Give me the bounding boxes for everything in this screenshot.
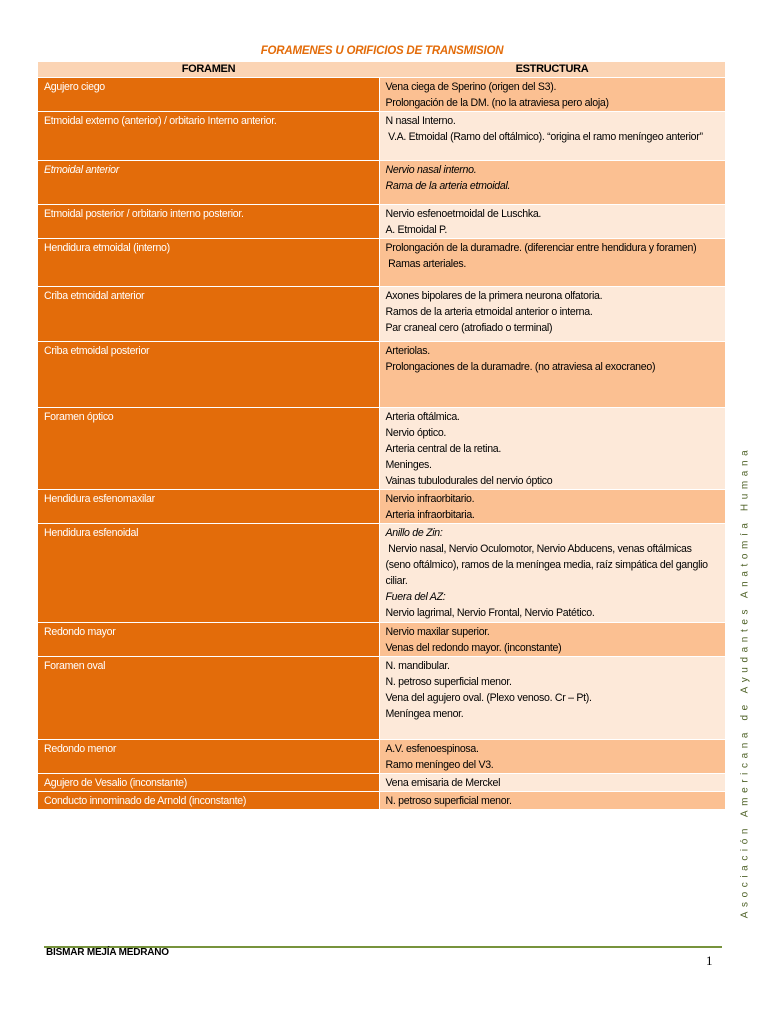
table-row (38, 657, 725, 740)
table-row (38, 524, 725, 623)
estructura-line: A. Etmoidal P. (385, 224, 448, 236)
estructura-line: N. petroso superficial menor. (385, 795, 512, 807)
estructura-line: Arteriolas. (385, 345, 430, 357)
foramen-cell: Conducto innominado de Arnold (inconstante) (38, 792, 379, 810)
page-number: 1 (706, 953, 713, 968)
foramen-cell: Criba etmoidal anterior (38, 287, 379, 342)
estructura-line: Fuera del AZ: (385, 591, 446, 603)
column-header-foramen: FORAMEN (38, 62, 379, 78)
foramen-cell: Hendidura esfenomaxilar (38, 490, 379, 524)
foramen-cell: Hendidura etmoidal (interno) (38, 239, 379, 287)
estructura-cell (379, 740, 725, 774)
table-row (38, 287, 725, 342)
estructura-cell (379, 792, 725, 810)
foramen-cell: Etmoidal anterior (38, 161, 379, 205)
estructura-line: Prolongación de la DM. (no la atraviesa pero aloja) (385, 97, 609, 109)
estructura-cell (379, 112, 725, 161)
estructura-line: Meníngea menor. (385, 708, 464, 720)
table-row (38, 205, 725, 239)
estructura-cell (379, 287, 725, 342)
estructura-line: Ramos de la arteria etmoidal anterior o interna. (385, 306, 593, 318)
table-row (38, 792, 725, 810)
estructura-line: N. petroso superficial menor. (385, 676, 512, 688)
estructura-line: Venas del redondo mayor. (inconstante) (385, 642, 562, 654)
foramen-cell: Hendidura esfenoidal (38, 524, 379, 623)
estructura-line: Arteria central de la retina. (385, 443, 502, 455)
foramen-cell: Redondo menor (38, 740, 379, 774)
table-row (38, 342, 725, 408)
estructura-cell (379, 657, 725, 740)
estructura-line: Prolongación de la duramadre. (diferenciar entre hendidura y foramen) (385, 242, 697, 254)
estructura-line: Nervio lagrimal, Nervio Frontal, Nervio Patético. (385, 607, 595, 619)
column-header-estructura: ESTRUCTURA (379, 62, 725, 78)
table-row (38, 112, 725, 161)
estructura-line: Rama de la arteria etmoidal. (385, 180, 511, 192)
table-header-row (38, 62, 725, 78)
table-row (38, 740, 725, 774)
estructura-line: Meninges. (385, 459, 432, 471)
estructura-line: Arteria oftálmica. (385, 411, 460, 423)
estructura-line: Anillo de Zin: (385, 527, 443, 539)
estructura-line: Vainas tubulodurales del nervio óptico (385, 475, 553, 487)
foramen-cell: Etmoidal externo (anterior) / orbitario Interno anterior. (38, 112, 379, 161)
estructura-line: Nervio óptico. (385, 427, 447, 439)
estructura-line: Nervio maxilar superior. (385, 626, 490, 638)
estructura-line: Ramo meníngeo del V3. (385, 759, 494, 771)
table-row (38, 239, 725, 287)
estructura-line: N. mandibular. (385, 660, 450, 672)
estructura-cell (379, 408, 725, 490)
estructura-line: Nervio esfenoetmoidal de Luschka. (385, 208, 542, 220)
estructura-line: Vena del agujero oval. (Plexo venoso. Cr – Pt). (385, 692, 592, 704)
side-organization-text: Asociación Americana de Ayudantes Anatomía Humana (739, 445, 751, 919)
table-body (38, 78, 725, 810)
footer-author: BISMAR MEJÍA MEDRANO (46, 947, 169, 958)
estructura-line: N nasal Interno. (385, 115, 456, 127)
estructura-cell (379, 490, 725, 524)
foramen-cell: Agujero ciego (38, 78, 379, 112)
table-row (38, 161, 725, 205)
estructura-cell (379, 205, 725, 239)
estructura-line: Par craneal cero (atrofiado o terminal) (385, 322, 553, 334)
foramen-cell: Foramen oval (38, 657, 379, 740)
estructura-cell (379, 342, 725, 408)
estructura-cell (379, 774, 725, 792)
estructura-line: Nervio nasal interno. (385, 164, 477, 176)
foramen-cell: Criba etmoidal posterior (38, 342, 379, 408)
table-row (38, 623, 725, 657)
foramen-cell: Redondo mayor (38, 623, 379, 657)
estructura-cell (379, 623, 725, 657)
foramen-table (38, 62, 725, 810)
foramen-cell: Etmoidal posterior / orbitario interno posterior. (38, 205, 379, 239)
estructura-line: Nervio nasal, Nervio Oculomotor, Nervio Abducens, venas oftálmicas (seno oftálmico), ramos de la meníngea media, raíz simpática del ganglio ciliar. (385, 543, 711, 587)
estructura-cell (379, 524, 725, 623)
foramen-cell: Foramen óptico (38, 408, 379, 490)
table-row (38, 78, 725, 112)
foramen-cell: Agujero de Vesalio (inconstante) (38, 774, 379, 792)
table-row (38, 408, 725, 490)
estructura-line: Nervio infraorbitario. (385, 493, 475, 505)
estructura-line: Vena emisaria de Merckel (385, 777, 501, 789)
estructura-line: Prolongaciones de la duramadre. (no atraviesa al exocraneo) (385, 361, 656, 373)
estructura-line: V.A. Etmoidal (Ramo del oftálmico). “origina el ramo meníngeo anterior” (385, 131, 703, 143)
estructura-line: Arteria infraorbitaria. (385, 509, 475, 521)
table-row (38, 490, 725, 524)
estructura-line: Ramas arteriales. (385, 258, 467, 270)
estructura-line: A.V. esfenoespinosa. (385, 743, 479, 755)
estructura-line: Vena ciega de Sperino (origen del S3). (385, 81, 557, 93)
table-row (38, 774, 725, 792)
estructura-line: Axones bipolares de la primera neurona olfatoria. (385, 290, 603, 302)
estructura-cell (379, 161, 725, 205)
estructura-cell (379, 78, 725, 112)
estructura-cell (379, 239, 725, 287)
page-title: FORAMENES U ORIFICIOS DE TRANSMISION (260, 45, 504, 57)
